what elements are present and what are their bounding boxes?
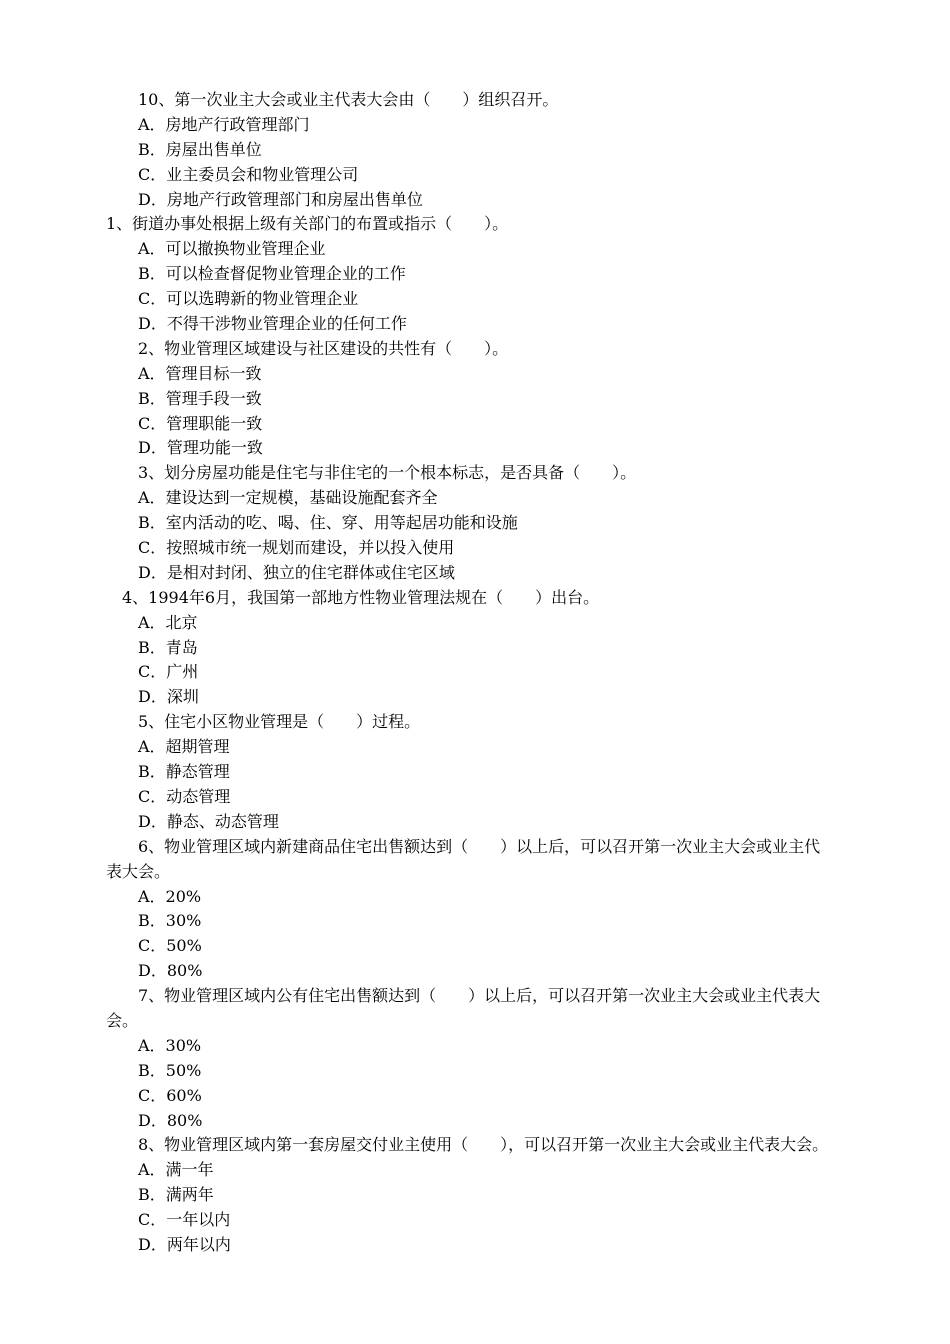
option-d: D．80%	[138, 961, 203, 981]
option-a: A．超期管理	[138, 737, 230, 757]
option-a: A．管理目标一致	[138, 363, 262, 383]
option-b: B．满两年	[138, 1185, 214, 1205]
option-a: A．可以撤换物业管理企业	[138, 239, 326, 259]
question-stem: 4、1994年6月，我国第一部地方性物业管理法规在（ ）出台。	[122, 587, 600, 607]
document-page	[0, 88, 950, 1258]
option-c: C．50%	[138, 936, 202, 956]
option-d: D．深圳	[138, 687, 199, 707]
option-b: B．30%	[138, 911, 202, 931]
option-a: A．满一年	[138, 1160, 214, 1180]
option-d: D．不得干涉物业管理企业的任何工作	[138, 314, 407, 334]
option-a: A．20%	[138, 886, 202, 906]
question-stem-line-2: 表大会。	[106, 861, 171, 881]
question-stem: 1、街道办事处根据上级有关部门的布置或指示（ ）。	[106, 214, 509, 234]
option-c: C．动态管理	[138, 786, 231, 806]
question-stem: 5、住宅小区物业管理是（ ）过程。	[138, 712, 421, 732]
option-d: D．80%	[138, 1110, 203, 1130]
option-b: B．50%	[138, 1060, 202, 1080]
option-d: D．房地产行政管理部门和房屋出售单位	[138, 189, 423, 209]
option-b: B．房屋出售单位	[138, 139, 262, 159]
question-stem: 3、划分房屋功能是住宅与非住宅的一个根本标志，是否具备（ ）。	[138, 463, 637, 483]
option-b: B．室内活动的吃、喝、住、穿、用等起居功能和设施	[138, 513, 518, 533]
option-c: C．一年以内	[138, 1210, 231, 1230]
question-stem-line-1: 6、物业管理区域内新建商品住宅出售额达到（ ）以上后，可以召开第一次业主大会或业主代	[138, 836, 821, 856]
option-a: A．北京	[138, 612, 198, 632]
option-a: A．30%	[138, 1035, 202, 1055]
question-stem-line-1: 7、物业管理区域内公有住宅出售额达到（ ）以上后，可以召开第一次业主大会或业主代表大	[138, 986, 821, 1006]
option-d: D．是相对封闭、独立的住宅群体或住宅区域	[138, 562, 455, 582]
option-c: C．广州	[138, 662, 199, 682]
option-c: C．管理职能一致	[138, 413, 263, 433]
option-a: A．建设达到一定规模，基础设施配套齐全	[138, 488, 438, 508]
question-stem: 8、物业管理区域内第一套房屋交付业主使用（ ），可以召开第一次业主大会或业主代表大会。	[138, 1135, 829, 1155]
option-b: B．可以检查督促物业管理企业的工作	[138, 264, 406, 284]
option-c: C．60%	[138, 1085, 202, 1105]
option-d: D．两年以内	[138, 1234, 231, 1254]
option-b: B．管理手段一致	[138, 388, 262, 408]
option-a: A．房地产行政管理部门	[138, 114, 310, 134]
question-stem: 10、第一次业主大会或业主代表大会由（ ）组织召开。	[138, 90, 559, 109]
option-b: B．青岛	[138, 637, 198, 657]
question-stem: 2、物业管理区域建设与社区建设的共性有（ ）。	[138, 338, 509, 358]
option-d: D．管理功能一致	[138, 438, 263, 458]
option-c: C．业主委员会和物业管理公司	[138, 164, 359, 184]
option-d: D．静态、动态管理	[138, 811, 279, 831]
option-c: C．可以选聘新的物业管理企业	[138, 289, 359, 309]
question-stem-line-2: 会。	[106, 1010, 139, 1030]
option-b: B．静态管理	[138, 762, 230, 782]
option-c: C．按照城市统一规划而建设，并以投入使用	[138, 538, 455, 558]
